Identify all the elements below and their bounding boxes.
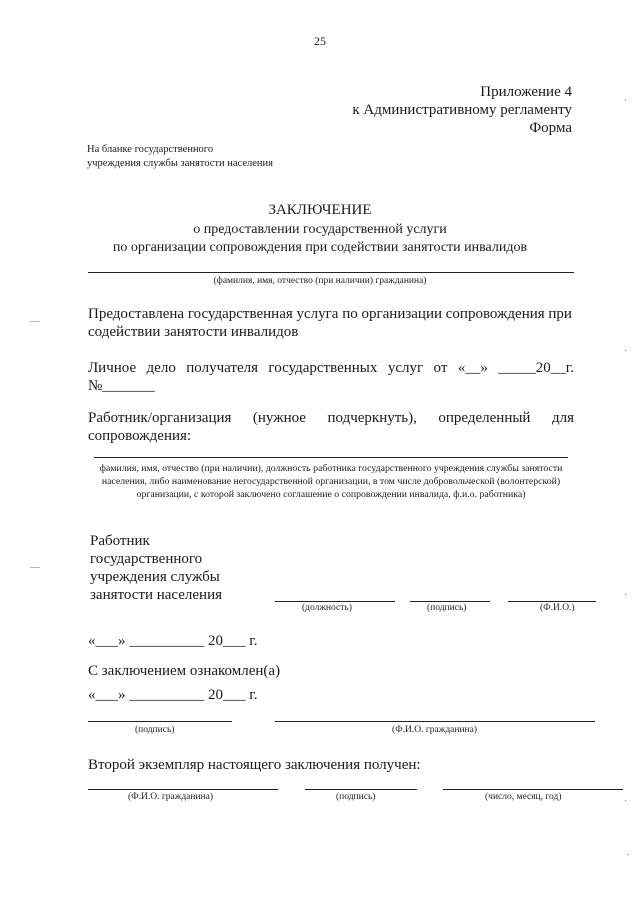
appendix-line-2: к Административному регламенту xyxy=(352,102,572,118)
document-title: ЗАКЛЮЧЕНИЕ xyxy=(268,202,372,218)
citizen-name-line xyxy=(88,272,574,273)
title-line-2: о предоставлении государственной услуги xyxy=(193,222,447,237)
acknowledged-text: С заключением ознакомлен(а) xyxy=(88,663,281,679)
fio-caption: (Ф.И.О.) xyxy=(540,603,575,613)
worker-details-line xyxy=(94,457,568,458)
worker-org-line-1: Работник/организация (нужное подчеркнуть), определенный для xyxy=(88,410,574,426)
margin-mark: · xyxy=(624,346,628,357)
worker-details-caption: фамилия, имя, отчество (при наличии), должность работника государственного учреждения службы занятости населения, либо наименование негосударственной организации, в том числе добровольческой (волонтерской) организации, с которой заключено соглашение о сопровождении инвалида, ф.и.о. работника) xyxy=(99,463,563,500)
fio-citizen-line-2 xyxy=(88,789,278,790)
margin-mark: — xyxy=(30,316,40,327)
margin-mark: — xyxy=(30,562,40,573)
case-file-line-1: Личное дело получателя государственных услуг от «__» _____20__г. xyxy=(88,360,574,376)
signature-line xyxy=(410,601,490,602)
blank-note-line-1: На бланке государственного xyxy=(87,144,214,155)
signature-caption-2: (подпись) xyxy=(135,725,175,735)
appendix-line-1: Приложение 4 xyxy=(480,84,572,100)
margin-mark: · xyxy=(624,796,628,807)
signature-line-3 xyxy=(305,789,417,790)
form-label: Форма xyxy=(529,120,572,136)
citizen-name-caption: (фамилия, имя, отчество (при наличии) гражданина) xyxy=(213,276,427,286)
page-number: 25 xyxy=(314,34,326,48)
margin-mark: · xyxy=(624,590,628,601)
date-line-2: «___» __________ 20___ г. xyxy=(88,687,258,703)
date-caption: (число, месяц, год) xyxy=(485,792,562,802)
provided-line-2: содействии занятости инвалидов xyxy=(88,324,299,340)
case-file-line-2: №_______ xyxy=(88,378,155,394)
title-line-3: по организации сопровождения при содействии занятости инвалидов xyxy=(112,240,528,255)
position-line xyxy=(275,601,395,602)
blank-note-line-2: учреждения службы занятости населения xyxy=(87,158,273,169)
signature-caption: (подпись) xyxy=(427,603,467,613)
fio-citizen-caption-2: (Ф.И.О. гражданина) xyxy=(128,792,213,802)
fio-citizen-caption: (Ф.И.О. гражданина) xyxy=(392,725,477,735)
margin-mark: · xyxy=(626,850,630,861)
worker-label: Работник государственного учреждения службы занятости населения xyxy=(90,533,223,603)
fio-citizen-line xyxy=(275,721,595,722)
provided-line-1: Предоставлена государственная услуга по организации сопровождения при xyxy=(88,306,572,322)
date-line-3 xyxy=(443,789,623,790)
worker-org-line-2: сопровождения: xyxy=(88,428,192,444)
second-copy-text: Второй экземпляр настоящего заключения получен: xyxy=(88,757,421,773)
signature-caption-3: (подпись) xyxy=(336,792,376,802)
date-line-1: «___» __________ 20___ г. xyxy=(88,633,258,649)
signature-line-2 xyxy=(88,721,232,722)
position-caption: (должность) xyxy=(302,603,352,613)
fio-line xyxy=(508,601,596,602)
margin-mark: · xyxy=(624,96,628,107)
